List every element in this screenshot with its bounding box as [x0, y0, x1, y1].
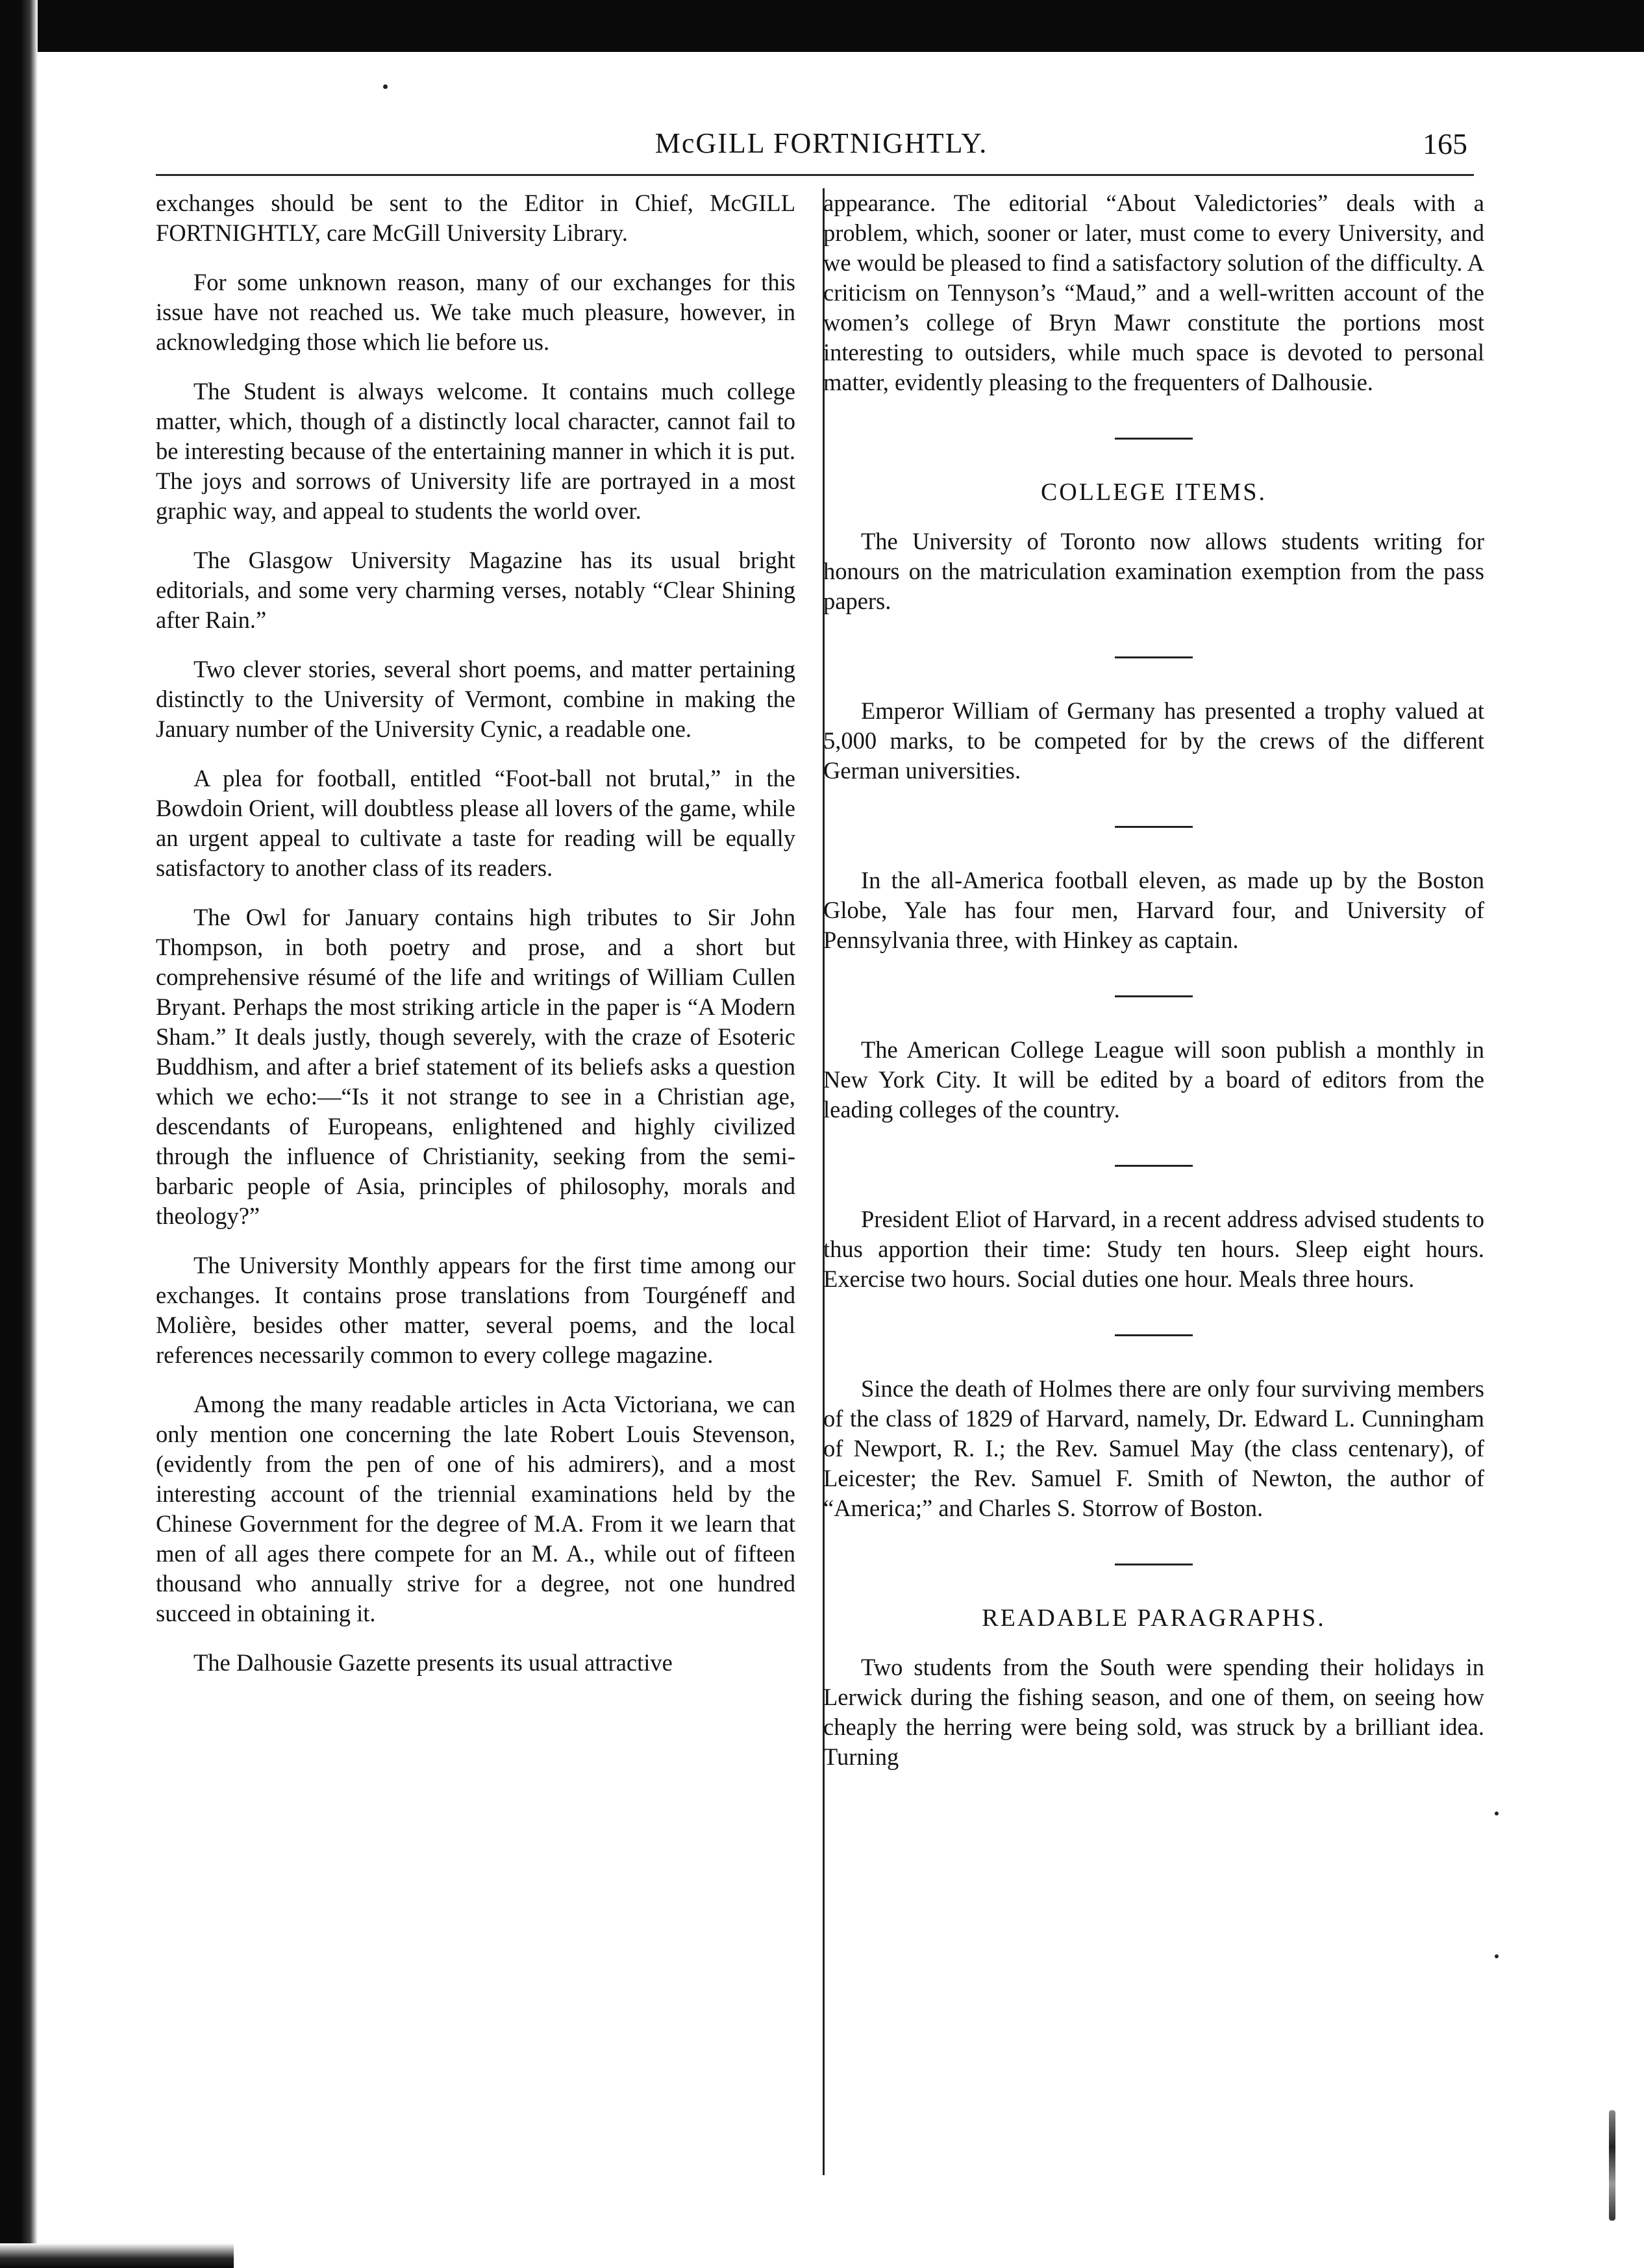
right-column — [823, 188, 1484, 1772]
left-column — [156, 188, 795, 1678]
section-separator — [1115, 438, 1193, 440]
page-header — [156, 120, 1487, 172]
readable-paragraph-lerwick: Two students from the South were spending their holidays in Lerwick during the fishing season, and one of them, on seeing how cheaply the herring were being sold, was struck by a brilliant idea. Turning — [823, 1654, 1484, 1770]
item-separator — [1115, 995, 1193, 997]
scan-bottom-border — [0, 2243, 234, 2268]
paragraph-exchanges-address: exchanges should be sent to the Editor in Chief, McGILL FORTNIGHTLY, care McGill University Library. — [156, 190, 795, 246]
paragraph-missing-exchanges: For some unknown reason, many of our exchanges for this issue have not reached us. We take much pleasure, however, in acknowledging those which lie before us. — [156, 269, 795, 355]
college-items-heading: COLLEGE ITEMS. — [1040, 479, 1267, 506]
paragraph-dalhousie-continued: appearance. The editorial “About Valedictories” deals with a problem, which, sooner or later, must come to every University, and we would be pleased to find a satisfactory solution of the difficulty. A criticism on Tennyson’s “Maud,” and a well-written account of the women’s college of Bryn Mawr constitute the portions most interesting to outsiders, while much space is devoted to personal matter, evidently pleasing to the frequenters of Dalhousie. — [823, 190, 1484, 395]
paragraph-the-owl: The Owl for January contains high tributes to Sir John Thompson, in both poetry and prose, and a short but comprehensive résumé of the life and writings of William Cullen Bryant. Perhaps the most striking article in the paper is “A Modern Sham.” It deals justly, though severely, with the craze of Esoteric Buddhism, and after a brief statement of its beliefs asks a question which we echo:—“Is it not strange to see in a Christian age, descendants of Europeans, enlightened and highly civilized through the influence of Christianity, seeking from the semi-barbaric people of Asia, principles of philosophy, morals and theology?” — [156, 904, 795, 1229]
college-item-holmes-class: Since the death of Holmes there are only four surviving members of the class of 1829 of Harvard, namely, Dr. Edward L. Cunningham of Newport, R. I.; the Rev. Samuel May (the class centenary), of Leicester; the Rev. Samuel F. Smith of Newton, the author of “America;” and Charles S. Storrow of Boston. — [823, 1375, 1484, 1521]
paragraph-acta-victoriana: Among the many readable articles in Acta Victoriana, we can only mention one concerning the late Robert Louis Stevenson, (evidently from the pen of one of his admirers), and a most interesting account of the triennial examinations held by the Chinese Government for the degree of M.A. From it we learn that men of all ages there compete for an M. A., while out of fifteen thousand who annually strive for a degree, not one hundred succeed in obtaining it. — [156, 1391, 795, 1626]
college-item-all-america-eleven: In the all-America football eleven, as made up by the Boston Globe, Yale has four men, Harvard four, and University of Pennsylvania three, with Hinkey as captain. — [823, 867, 1484, 953]
paragraph-glasgow-magazine: The Glasgow University Magazine has its usual bright editorials, and some very charming verses, notably “Clear Shining after Rain.” — [156, 547, 795, 633]
college-item-president-eliot: President Eliot of Harvard, in a recent address advised students to thus apportion their time: Study ten hours. Sleep eight hours. Exercise two hours. Social duties one hour. Meals three hours. — [823, 1206, 1484, 1292]
running-title: McGILL FORTNIGHTLY. — [654, 127, 988, 159]
scan-speck — [1495, 1812, 1499, 1815]
scan-speck — [1495, 1954, 1499, 1958]
paragraph-university-monthly: The University Monthly appears for the first time among our exchanges. It contains prose translations from Tourgéneff and Molière, besides other matter, several poems, and the local references necessarily common to every college magazine. — [156, 1252, 795, 1368]
paragraph-dalhousie-gazette: The Dalhousie Gazette presents its usual attractive — [193, 1649, 673, 1676]
college-item-college-league: The American College League will soon publish a monthly in New York City. It will be edited by a board of editors from the leading colleges of the country. — [823, 1036, 1484, 1123]
readable-paragraphs-heading: READABLE PARAGRAPHS. — [982, 1604, 1326, 1632]
page-number: 165 — [1423, 127, 1467, 160]
item-separator — [1115, 826, 1193, 828]
college-item-toronto: The University of Toronto now allows students writing for honours on the matriculation examination exemption from the pass papers. — [823, 528, 1484, 614]
item-separator — [1115, 1334, 1193, 1336]
scan-top-border — [0, 0, 1644, 52]
scan-speck — [1609, 2110, 1615, 2221]
college-item-emperor-william: Emperor William of Germany has presented a trophy valued at 5,000 marks, to be competed for by the crews of the different German universities. — [823, 697, 1484, 784]
scan-speck — [383, 84, 388, 89]
paragraph-student: The Student is always welcome. It contains much college matter, which, though of a distinctly local character, cannot fail to be interesting because of the entertaining manner in which it is put. The joys and sorrows of University life are portrayed in a most graphic way, and appeal to students the world over. — [156, 378, 795, 524]
paragraph-bowdoin-orient: A plea for football, entitled “Foot-ball not brutal,” in the Bowdoin Orient, will doubtless please all lovers of the game, while an urgent appeal to cultivate a taste for reading will be equally satisfactory to another class of its readers. — [156, 765, 795, 881]
paragraph-university-cynic: Two clever stories, several short poems, and matter pertaining distinctly to the University of Vermont, combine in making the January number of the University Cynic, a readable one. — [156, 656, 795, 742]
item-separator — [1115, 656, 1193, 658]
item-separator — [1115, 1165, 1193, 1167]
scan-left-border — [0, 0, 38, 2268]
header-rule — [156, 174, 1474, 176]
section-separator — [1115, 1564, 1193, 1565]
